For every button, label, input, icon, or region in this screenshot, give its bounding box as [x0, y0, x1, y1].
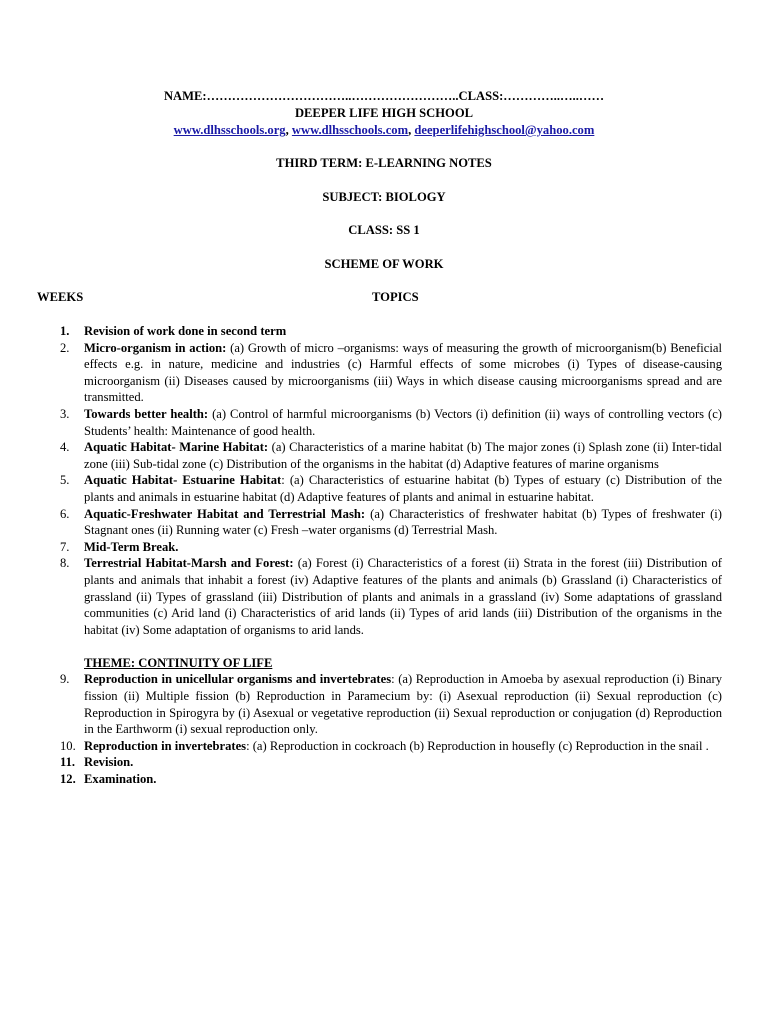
- scheme-title: SCHEME OF WORK: [324, 257, 444, 271]
- list-item: [60, 771, 722, 788]
- item-title: Mid-Term Break.: [84, 539, 179, 554]
- list-item: [60, 406, 722, 439]
- link-separator: ,: [408, 123, 415, 137]
- item-title: Revision.: [84, 755, 134, 770]
- contact-links: [0, 122, 768, 138]
- item-text: : (a) Characteristics of estuarine habitat (b) Types of estuary (c) Distribution of the plants and animals in estuarine habitat (d) Adaptive features of plants and animal in estuarine habitat.: [84, 473, 722, 504]
- list-item: [60, 506, 722, 539]
- item-title: Aquatic Habitat- Estuarine Habitat: [84, 473, 282, 488]
- weeks-heading: WEEKS: [37, 290, 84, 304]
- item-text: (a) Forest (i) Characteristics of a forest (ii) Strata in the forest (iii) Distribution of plants and animals that inhabit a forest (iv) Adaptive features of the plants and animals (b) Grassland (i) Characteristics of grassland (ii) Types of grassland (iii) Distribution of plants and animals in a grassland (iv) Some adaptations of grassland communities (c) Arid land (i) Characteristics of arid lands (ii) Types of arid lands (iii) Distribution of the organisms in the habitat (iv) Some adaptation of organisms to arid lands.: [84, 556, 722, 637]
- term-title: THIRD TERM: E-LEARNING NOTES: [276, 156, 492, 170]
- item-title: Aquatic Habitat- Marine Habitat:: [84, 440, 269, 455]
- list-item: [60, 323, 722, 340]
- list-item: [60, 738, 722, 755]
- item-number: 7.: [60, 539, 70, 554]
- item-title: Micro-organism in action:: [84, 340, 227, 355]
- list-item: [60, 439, 722, 472]
- list-item: [60, 472, 722, 505]
- item-text: : (a) Reproduction in cockroach (b) Reproduction in housefly (c) Reproduction in the snail .: [246, 738, 709, 753]
- email-link[interactable]: deeperlifehighschool@yahoo.com: [414, 123, 595, 137]
- link-separator: ,: [285, 123, 292, 137]
- item-number: 4.: [60, 440, 70, 455]
- list-item: [60, 340, 722, 406]
- class-title: CLASS: SS 1: [348, 223, 420, 237]
- item-title: Aquatic-Freshwater Habitat and Terrestrial Mash:: [84, 506, 366, 521]
- scheme-list: [60, 323, 722, 788]
- item-title: Examination.: [84, 772, 157, 787]
- item-number: 10.: [60, 738, 76, 753]
- list-item: [60, 555, 722, 638]
- item-number: 3.: [60, 406, 70, 421]
- list-item: [60, 754, 722, 771]
- item-title: Reproduction in unicellular organisms and invertebrates: [84, 672, 392, 687]
- website-link-com[interactable]: www.dlhsschools.com: [291, 123, 409, 137]
- item-title: Reproduction in invertebrates: [84, 738, 247, 753]
- item-title: Towards better health:: [84, 406, 209, 421]
- subject-title: SUBJECT: BIOLOGY: [322, 190, 446, 204]
- item-number: 8.: [60, 556, 70, 571]
- item-number: 12.: [60, 772, 76, 787]
- school-name: DEEPER LIFE HIGH SCHOOL: [294, 106, 474, 120]
- list-item: [60, 539, 722, 556]
- item-text: (a) Characteristics of freshwater habitat (b) Types of freshwater (i) Stagnant ones (ii) Running water (c) Fresh –water organisms (d) Terrestrial Mash.: [84, 506, 722, 538]
- item-text: (a) Control of harmful microorganisms (b) Vectors (i) definition (ii) ways of controlling vectors (c) Students’ health: Maintenance of good health.: [84, 406, 722, 438]
- item-number: 9.: [60, 672, 70, 687]
- item-text: (a) Characteristics of a marine habitat (b) The major zones (i) Splash zone (ii) Inter-tidal zone (iii) Sub-tidal zone (c) Distribution of the organisms in the habitat (d) Adaptive features of marine organisms: [84, 440, 722, 471]
- item-title: Terrestrial Habitat-Marsh and Forest:: [84, 556, 294, 571]
- item-text: (a) Growth of micro –organisms: ways of measuring the growth of microorganism(b) Beneficial effects e.g. in nature, medicine and industries (c) Harmful effects of some microbes (i) Types of disease-causing microorganism (ii) Diseases caused by microorganisms (iii) Ways in which disease causing microorganisms spread and are transmitted.: [84, 340, 722, 405]
- item-number: 5.: [60, 473, 70, 488]
- item-number: 2.: [60, 340, 70, 355]
- item-number: 6.: [60, 506, 70, 521]
- topics-heading: TOPICS: [372, 290, 419, 304]
- item-text: : (a) Reproduction in Amoeba by asexual reproduction (i) Binary fission (ii) Multiple fission (b) Reproduction in Paramecium by: (i) Asexual reproduction (ii) Sexual reproduction (c) Reproduction in Spirogyra by (i) Asexual or vegetative reproduction (ii) Sexual reproduction or conjugation (d) Reproduction in the Earthworm (i) sexual reproduction only.: [84, 672, 722, 737]
- item-number: 1.: [60, 324, 70, 338]
- theme-heading: THEME: CONTINUITY OF LIFE: [84, 655, 273, 670]
- list-item: [60, 671, 722, 737]
- item-title: Revision of work done in second term: [84, 324, 287, 338]
- name-class-line: NAME:……………………………..……………………..CLASS:…………..…..……: [163, 89, 605, 103]
- website-link-org[interactable]: www.dlhsschools.org: [173, 123, 286, 137]
- item-number: 11.: [60, 755, 76, 770]
